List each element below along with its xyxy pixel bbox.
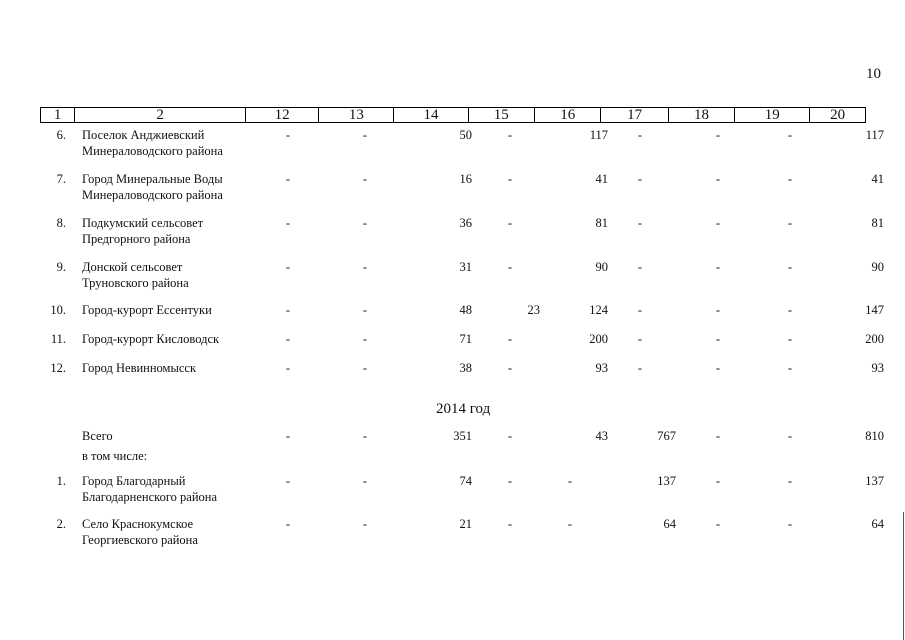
value-cell: - [285,361,291,375]
row-number: 6. [56,128,66,142]
row-name-line: Поселок Анджиевский [82,128,205,142]
value-cell: - [715,303,721,317]
value-cell: - [285,474,291,488]
table-header [40,107,866,123]
value-cell: 50 [459,128,472,142]
value-cell: 74 [459,474,472,488]
value-cell: - [507,361,513,375]
row-name-line: Донской сельсовет [82,260,183,274]
value-cell: 90 [871,260,884,274]
value-cell: - [285,303,291,317]
header-cell: 17 [601,108,668,122]
row-name-line: Город Благодарный [82,474,186,488]
value-cell: - [285,429,291,443]
header-cell: 2 [75,108,246,122]
header-cell: 18 [669,108,735,122]
value-cell: 810 [865,429,884,443]
value-cell: - [507,172,513,186]
row-number: 9. [56,260,66,274]
value-cell: - [285,216,291,230]
value-cell: 137 [865,474,884,488]
value-cell: - [507,429,513,443]
value-cell: - [637,216,643,230]
row-name-line: Предгорного района [82,232,191,246]
value-cell: - [362,474,368,488]
value-cell: - [507,128,513,142]
value-cell: - [567,474,573,488]
value-cell: 124 [589,303,608,317]
value-cell: - [637,303,643,317]
value-cell: - [362,216,368,230]
value-cell: - [715,128,721,142]
value-cell: - [787,429,793,443]
value-cell: 31 [459,260,472,274]
header-cell: 1 [41,108,75,122]
row-name-line: Город-курорт Ессентуки [82,303,212,317]
value-cell: - [637,172,643,186]
value-cell: - [362,172,368,186]
row-number: 7. [56,172,66,186]
value-cell: 41 [871,172,884,186]
value-cell: 81 [871,216,884,230]
value-cell: - [715,429,721,443]
value-cell: - [285,172,291,186]
value-cell: 38 [459,361,472,375]
row-name-line: Благодарненского района [82,490,217,504]
header-cell: 15 [469,108,535,122]
row-number: 10. [50,303,66,317]
value-cell: - [637,361,643,375]
row-name-line: Село Краснокумское [82,517,194,531]
value-cell: 351 [453,429,472,443]
value-cell: - [567,517,573,531]
row-name-line: Город Невинномысск [82,361,197,375]
row-number: 2. [56,517,66,531]
value-cell: 767 [657,429,676,443]
value-cell: - [787,361,793,375]
value-cell: 16 [459,172,472,186]
value-cell: - [507,332,513,346]
value-cell: - [637,260,643,274]
value-cell: 48 [459,303,472,317]
header-cell: 12 [246,108,319,122]
subtotal-label: в том числе: [82,449,148,463]
value-cell: - [715,260,721,274]
value-cell: - [507,474,513,488]
value-cell: 137 [657,474,676,488]
value-cell: - [507,216,513,230]
value-cell: - [715,172,721,186]
value-cell: 93 [595,361,608,375]
header-cell: 19 [735,108,810,122]
value-cell: - [715,332,721,346]
value-cell: - [362,361,368,375]
value-cell: - [507,517,513,531]
header-cell: 16 [535,108,601,122]
section-title: 2014 год [436,401,491,417]
value-cell: - [362,303,368,317]
value-cell: - [285,128,291,142]
header-cell: 13 [319,108,394,122]
value-cell: 117 [865,128,884,142]
value-cell: 71 [459,332,472,346]
value-cell: - [787,260,793,274]
value-cell: 117 [589,128,608,142]
row-name-line: Всего [82,429,113,443]
row-name-line: Город-курорт Кисловодск [82,332,220,346]
value-cell: - [362,260,368,274]
header-cell: 14 [394,108,468,122]
row-number: 8. [56,216,66,230]
row-name-line: Подкумский сельсовет [82,216,204,230]
row-name-line: Георгиевского района [82,533,198,547]
value-cell: - [787,517,793,531]
value-cell: - [637,332,643,346]
value-cell: - [715,517,721,531]
page-edge-line [903,512,904,640]
value-cell: - [787,128,793,142]
value-cell: - [507,260,513,274]
value-cell: 147 [865,303,884,317]
value-cell: 64 [663,517,676,531]
value-cell: - [362,332,368,346]
value-cell: 23 [527,303,540,317]
row-number: 11. [50,332,66,346]
value-cell: - [362,128,368,142]
page-number: 10 [866,66,881,82]
value-cell: 21 [459,517,472,531]
value-cell: - [715,216,721,230]
value-cell: 43 [595,429,608,443]
value-cell: 81 [595,216,608,230]
value-cell: - [787,216,793,230]
value-cell: - [787,303,793,317]
value-cell: - [285,517,291,531]
row-name-line: Минераловодского района [82,144,223,158]
value-cell: 64 [871,517,884,531]
row-name-line: Минераловодского района [82,188,223,202]
header-cell: 20 [830,107,846,123]
value-cell: - [362,517,368,531]
row-number: 12. [50,361,66,375]
value-cell: - [285,332,291,346]
value-cell: 200 [589,332,608,346]
row-number: 1. [56,474,66,488]
value-cell: 200 [865,332,884,346]
row-name-line: Труновского района [82,276,189,290]
value-cell: 41 [595,172,608,186]
value-cell: - [787,332,793,346]
value-cell: - [715,474,721,488]
value-cell: - [285,260,291,274]
value-cell: 36 [459,216,472,230]
value-cell: - [787,172,793,186]
value-cell: - [362,429,368,443]
value-cell: 90 [595,260,608,274]
value-cell: - [787,474,793,488]
value-cell: - [637,128,643,142]
value-cell: 93 [871,361,884,375]
value-cell: - [715,361,721,375]
row-name-line: Город Минеральные Воды [82,172,223,186]
